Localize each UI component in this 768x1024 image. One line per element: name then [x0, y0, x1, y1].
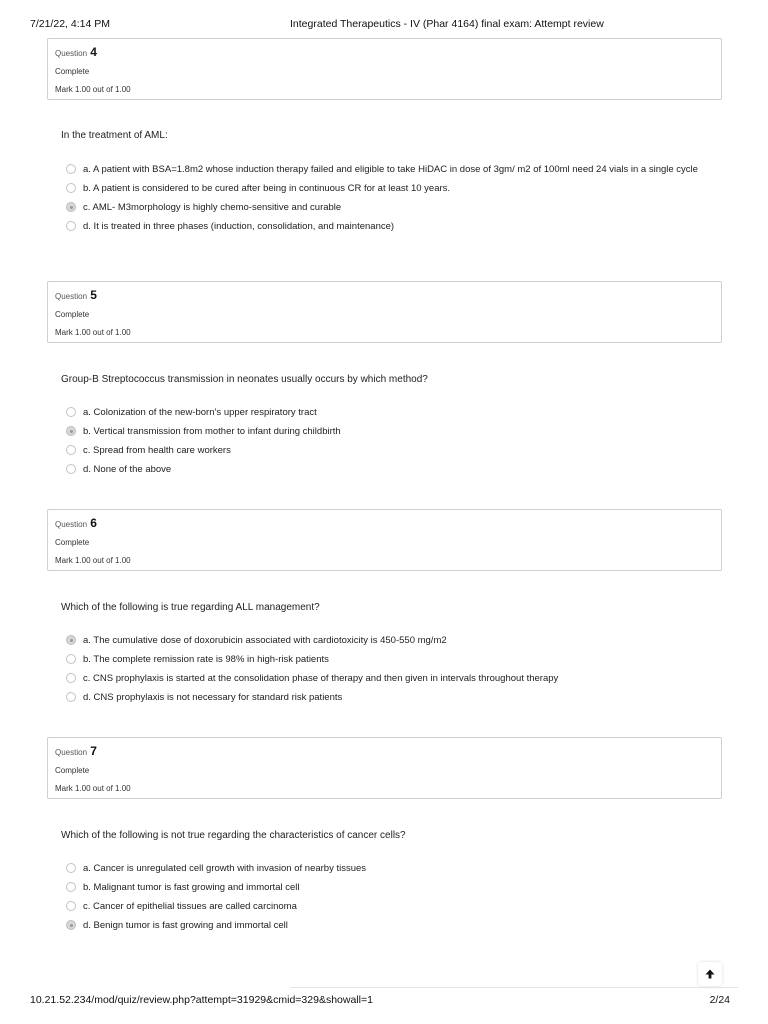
answer-label: a. Colonization of the new-born’s upper respiratory tract: [83, 407, 317, 418]
question-grade: Mark 1.00 out of 1.00: [55, 556, 131, 565]
radio-button[interactable]: [66, 920, 76, 930]
question-info-7: [47, 737, 722, 799]
radio-button[interactable]: [66, 635, 76, 645]
question-label: Question: [55, 748, 88, 757]
answer-label: c. CNS prophylaxis is started at the consolidation phase of therapy and then given in intervals throughout therapy: [83, 673, 559, 684]
answer-list-4: [66, 162, 706, 238]
answer-list-7: [66, 861, 706, 937]
question-label: Question: [55, 292, 88, 301]
question-number-line: [55, 744, 97, 758]
arrow-up-icon: [704, 968, 716, 980]
radio-button[interactable]: [66, 464, 76, 474]
answer-option[interactable]: [66, 181, 706, 196]
answer-option[interactable]: [66, 899, 706, 914]
answer-list-5: [66, 405, 706, 481]
answer-label: d. CNS prophylaxis is not necessary for standard risk patients: [83, 692, 343, 703]
answer-label: a. The cumulative dose of doxorubicin associated with cardiotoxicity is 450-550 mg/m2: [83, 635, 447, 646]
answer-list-6: [66, 633, 706, 709]
scroll-to-top-button[interactable]: [698, 962, 722, 986]
question-state: Complete: [55, 67, 90, 76]
question-number-line: [55, 516, 97, 530]
question-grade: Mark 1.00 out of 1.00: [55, 328, 131, 337]
answer-option[interactable]: [66, 652, 706, 667]
question-state: Complete: [55, 538, 90, 547]
radio-button[interactable]: [66, 863, 76, 873]
radio-button[interactable]: [66, 221, 76, 231]
radio-button[interactable]: [66, 426, 76, 436]
page-number: 2/24: [709, 994, 730, 1006]
question-label: Question: [55, 49, 88, 58]
question-text-5: Group-B Streptococcus transmission in neonates usually occurs by which method?: [61, 374, 428, 385]
answer-option[interactable]: [66, 219, 706, 234]
question-state: Complete: [55, 766, 90, 775]
question-info-6: [47, 509, 722, 571]
answer-label: a. A patient with BSA=1.8m2 whose induction therapy failed and eligible to take HiDAC in dose of 3gm/ m2 of 100ml need 24 vials in a single cycle: [83, 164, 698, 175]
answer-option[interactable]: [66, 633, 706, 648]
question-text-6: Which of the following is true regarding ALL management?: [61, 602, 320, 613]
answer-option[interactable]: [66, 861, 706, 876]
answer-option[interactable]: [66, 200, 706, 215]
radio-button[interactable]: [66, 445, 76, 455]
print-header: [30, 18, 738, 32]
answer-option[interactable]: [66, 462, 706, 477]
answer-label: c. AML- M3morphology is highly chemo-sensitive and curable: [83, 202, 342, 213]
radio-button[interactable]: [66, 692, 76, 702]
question-text-4: In the treatment of AML:: [61, 130, 168, 141]
page-url: 10.21.52.234/mod/quiz/review.php?attempt=31929&cmid=329&showall=1: [30, 994, 373, 1006]
question-state: Complete: [55, 310, 90, 319]
answer-label: d. Benign tumor is fast growing and immortal cell: [83, 920, 288, 931]
answer-option[interactable]: [66, 671, 706, 686]
radio-button[interactable]: [66, 654, 76, 664]
footer-divider: [290, 987, 738, 988]
radio-button[interactable]: [66, 882, 76, 892]
question-text-7: Which of the following is not true regarding the characteristics of cancer cells?: [61, 830, 406, 841]
question-number-line: [55, 45, 97, 59]
question-grade: Mark 1.00 out of 1.00: [55, 784, 131, 793]
print-footer: [30, 994, 738, 1008]
answer-option[interactable]: [66, 162, 706, 177]
radio-button[interactable]: [66, 164, 76, 174]
radio-button[interactable]: [66, 407, 76, 417]
radio-button[interactable]: [66, 673, 76, 683]
answer-label: b. Malignant tumor is fast growing and immortal cell: [83, 882, 300, 893]
radio-button[interactable]: [66, 183, 76, 193]
answer-option[interactable]: [66, 918, 706, 933]
answer-label: d. None of the above: [83, 464, 172, 475]
answer-label: c. Spread from health care workers: [83, 445, 231, 456]
question-info-4: [47, 38, 722, 100]
answer-option[interactable]: [66, 690, 706, 705]
print-datetime: 7/21/22, 4:14 PM: [30, 18, 110, 30]
question-number: 7: [90, 744, 97, 758]
answer-option[interactable]: [66, 424, 706, 439]
answer-option[interactable]: [66, 405, 706, 420]
question-grade: Mark 1.00 out of 1.00: [55, 85, 131, 94]
question-number: 6: [90, 516, 97, 530]
question-info-5: [47, 281, 722, 343]
answer-label: c. Cancer of epithelial tissues are called carcinoma: [83, 901, 297, 912]
radio-button[interactable]: [66, 901, 76, 911]
question-number: 5: [90, 288, 97, 302]
answer-label: d. It is treated in three phases (induction, consolidation, and maintenance): [83, 221, 395, 232]
answer-label: b. A patient is considered to be cured after being in continuous CR for at least 10 years.: [83, 183, 451, 194]
answer-label: a. Cancer is unregulated cell growth with invasion of nearby tissues: [83, 863, 367, 874]
answer-option[interactable]: [66, 880, 706, 895]
question-number-line: [55, 288, 97, 302]
radio-button[interactable]: [66, 202, 76, 212]
answer-label: b. The complete remission rate is 98% in high-risk patients: [83, 654, 329, 665]
question-number: 4: [90, 45, 97, 59]
answer-option[interactable]: [66, 443, 706, 458]
question-label: Question: [55, 520, 88, 529]
answer-label: b. Vertical transmission from mother to infant during childbirth: [83, 426, 341, 437]
print-page-title: Integrated Therapeutics - IV (Phar 4164) final exam: Attempt review: [290, 18, 604, 30]
